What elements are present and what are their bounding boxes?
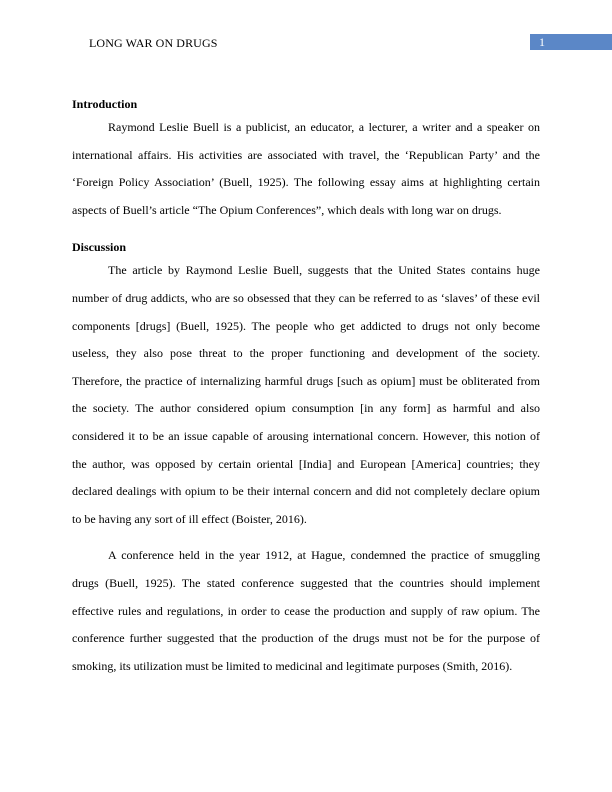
paragraph-discussion-2: A conference held in the year 1912, at Hague, condemned the practice of smuggling drugs (Buell, 1925). The stated conference suggested that the countries should implement effective rules and regulations, in order to cease the production and supply of raw opium. The conference further suggested that the production of the drugs must not be for the purpose of smoking, its utilization must be limited to medicinal and legitimate purposes (Smith, 2016). (72, 548, 540, 673)
section-heading-introduction: Introduction (72, 97, 138, 111)
paragraph-discussion-1: The article by Raymond Leslie Buell, suggests that the United States contains huge number of drug addicts, who are so obsessed that they can be referred to as ‘slaves’ of these evil components [drugs] (Buell, 1925). The people who get addicted to drugs not only become useless, they also pose threat to the proper functioning and development of the society. Therefore, the practice of internalizing harmful drugs [such as opium] must be obliterated from the society. The author considered opium consumption [in any form] as harmful and also considered it to be an issue capable of arousing international concern. However, this notion of the author, was opposed by certain oriental [India] and European [America] countries; they declared dealings with opium to be their internal concern and did not completely declare opium to be having any sort of ill effect (Boister, 2016). (72, 263, 540, 526)
running-head: LONG WAR ON DRUGS (89, 36, 218, 50)
page-number: 1 (539, 35, 545, 49)
page-number-box (530, 34, 612, 50)
paragraph-spacer (72, 533, 540, 542)
section-heading-discussion: Discussion (72, 240, 127, 255)
document-body (72, 94, 540, 680)
page-header (0, 0, 612, 60)
section-spacer (72, 224, 540, 237)
paragraph-introduction: Raymond Leslie Buell is a publicist, an educator, a lecturer, a writer and a speaker on international affairs. His activities are associated with travel, the ‘Republican Party’ and the ‘Foreign Policy Association’ (Buell, 1925). The following essay aims at highlighting certain aspects of Buell’s article “The Opium Conferences”, which deals with long war on drugs. (72, 120, 540, 217)
